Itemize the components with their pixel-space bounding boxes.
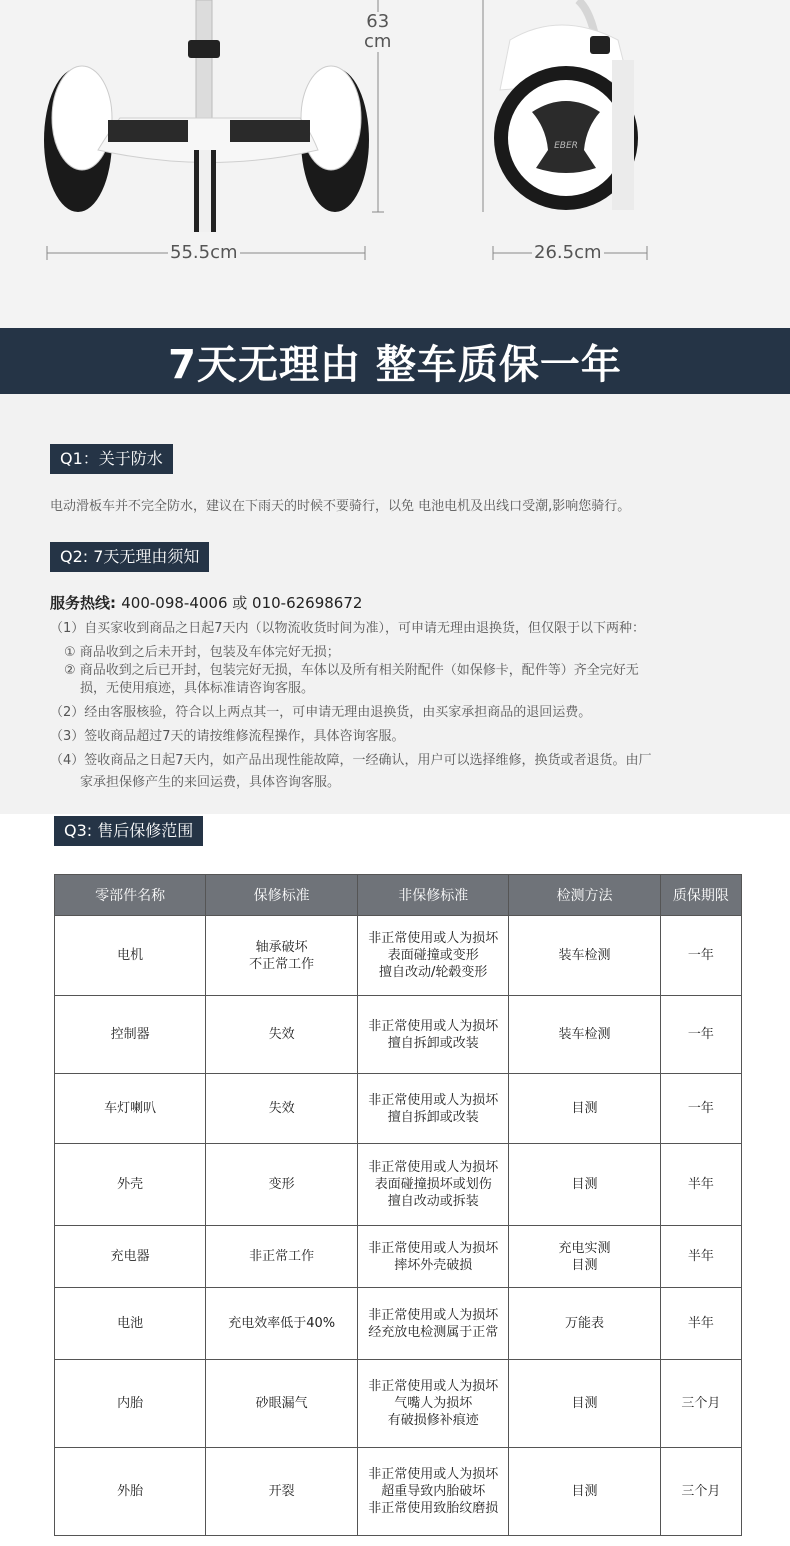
warranty-standard-cell: 失效 bbox=[206, 1074, 358, 1144]
non-warranty-standard-cell: 非正常使用或人为损坏 表面碰撞或变形 擅自改动/轮毂变形 bbox=[358, 916, 509, 996]
warranty-standard-cell: 开裂 bbox=[206, 1448, 358, 1536]
q2-item: （1）自买家收到商品之日起7天内（以物流收货时间为准），可申请无理由退换货，但仅限于以下两种： bbox=[50, 621, 646, 636]
warranty-period-cell: 三个月 bbox=[660, 1360, 741, 1448]
table-row bbox=[55, 916, 742, 996]
column-header: 质保期限 bbox=[660, 875, 741, 916]
warranty-period-cell: 半年 bbox=[660, 1144, 741, 1226]
part-name-cell: 电池 bbox=[55, 1288, 206, 1360]
non-warranty-standard-cell: 非正常使用或人为损坏 擅自拆卸或改装 bbox=[358, 1074, 509, 1144]
test-method-cell: 装车检测 bbox=[509, 916, 660, 996]
warranty-standard-cell: 充电效率低于40% bbox=[206, 1288, 358, 1360]
test-method-cell: 万能表 bbox=[509, 1288, 660, 1360]
non-warranty-standard-cell: 非正常使用或人为损坏 经充放电检测属于正常 bbox=[358, 1288, 509, 1360]
scooter-front-view bbox=[44, 0, 369, 232]
width-dimension-label: 55.5cm bbox=[170, 242, 238, 263]
warranty-period-cell: 三个月 bbox=[660, 1448, 741, 1536]
service-hotline bbox=[50, 592, 362, 613]
q1-text: 电动滑板车并不完全防水，建议在下雨天的时候不要骑行，以免 电池电机及出线口受潮,影响您骑行。 bbox=[50, 499, 631, 514]
q1-tag: Q1：关于防水 bbox=[50, 444, 173, 474]
table-row bbox=[55, 1360, 742, 1448]
q2-item: ② 商品收到之后已开封，包装完好无损，车体以及所有相关附配件（如保修卡，配件等）齐全完好无 bbox=[64, 663, 639, 678]
warranty-period-cell: 一年 bbox=[660, 996, 741, 1074]
warranty-period-cell: 一年 bbox=[660, 1074, 741, 1144]
test-method-cell: 目测 bbox=[509, 1074, 660, 1144]
table-row bbox=[55, 996, 742, 1074]
test-method-cell: 目测 bbox=[509, 1144, 660, 1226]
non-warranty-standard-cell: 非正常使用或人为损坏 超重导致内胎破坏 非正常使用致胎纹磨损 bbox=[358, 1448, 509, 1536]
scooter-illustration bbox=[0, 0, 790, 328]
warranty-standard-cell: 轴承破坏 不正常工作 bbox=[206, 916, 358, 996]
q2-item: 损，无使用痕迹，具体标准请咨询客服。 bbox=[80, 681, 315, 696]
part-name-cell: 车灯喇叭 bbox=[55, 1074, 206, 1144]
table-header-row bbox=[55, 875, 742, 916]
column-header: 零部件名称 bbox=[55, 875, 206, 916]
q2-item: ① 商品收到之后未开封，包装及车体完好无损； bbox=[64, 645, 340, 660]
test-method-cell: 充电实测 目测 bbox=[509, 1226, 660, 1288]
warranty-period-cell: 半年 bbox=[660, 1288, 741, 1360]
non-warranty-standard-cell: 非正常使用或人为损坏 表面碰撞损坏或划伤 擅自改动或拆装 bbox=[358, 1144, 509, 1226]
part-name-cell: 电机 bbox=[55, 916, 206, 996]
banner-title: 7天无理由 整车质保一年 bbox=[168, 341, 622, 388]
part-name-cell: 外胎 bbox=[55, 1448, 206, 1536]
product-photo bbox=[0, 0, 790, 328]
part-name-cell: 控制器 bbox=[55, 996, 206, 1074]
table-row bbox=[55, 1226, 742, 1288]
non-warranty-standard-cell: 非正常使用或人为损坏 摔坏外壳破损 bbox=[358, 1226, 509, 1288]
non-warranty-standard-cell: 非正常使用或人为损坏 擅自拆卸或改装 bbox=[358, 996, 509, 1074]
table-row bbox=[55, 1074, 742, 1144]
test-method-cell: 目测 bbox=[509, 1448, 660, 1536]
table-row bbox=[55, 1288, 742, 1360]
column-header: 保修标准 bbox=[206, 875, 358, 916]
depth-dimension-label: 26.5cm bbox=[534, 242, 602, 263]
faq-section bbox=[0, 394, 790, 814]
warranty-period-cell: 一年 bbox=[660, 916, 741, 996]
scooter-side-view bbox=[494, 0, 638, 210]
warranty-standard-cell: 砂眼漏气 bbox=[206, 1360, 358, 1448]
q2-item: 家承担保修产生的来回运费，具体咨询客服。 bbox=[80, 775, 341, 790]
table-row bbox=[55, 1144, 742, 1226]
q2-item: （3）签收商品超过7天的请按维修流程操作，具体咨询客服。 bbox=[50, 729, 405, 744]
q3-tag: Q3: 售后保修范围 bbox=[54, 816, 203, 846]
warranty-banner bbox=[0, 328, 790, 394]
column-header: 检测方法 bbox=[509, 875, 660, 916]
warranty-period-cell: 半年 bbox=[660, 1226, 741, 1288]
part-name-cell: 充电器 bbox=[55, 1226, 206, 1288]
test-method-cell: 目测 bbox=[509, 1360, 660, 1448]
q2-tag: Q2: 7天无理由须知 bbox=[50, 542, 209, 572]
warranty-standard-cell: 失效 bbox=[206, 996, 358, 1074]
non-warranty-standard-cell: 非正常使用或人为损坏 气嘴人为损坏 有破损修补痕迹 bbox=[358, 1360, 509, 1448]
warranty-table bbox=[54, 874, 742, 1536]
q2-item: （4）签收商品之日起7天内，如产品出现性能故障，一经确认，用户可以选择维修，换货或者退货。由厂 bbox=[50, 753, 652, 768]
test-method-cell: 装车检测 bbox=[509, 996, 660, 1074]
hotline-value: 400-098-4006 或 010-62698672 bbox=[121, 594, 363, 612]
warranty-standard-cell: 变形 bbox=[206, 1144, 358, 1226]
height-dimension-label: 63 cm bbox=[364, 11, 392, 52]
brand-mark: EBER bbox=[554, 141, 578, 151]
part-name-cell: 内胎 bbox=[55, 1360, 206, 1448]
hotline-label: 服务热线: bbox=[50, 594, 116, 612]
q2-item: （2）经由客服核验，符合以上两点其一，可申请无理由退换货，由买家承担商品的退回运费。 bbox=[50, 705, 592, 720]
table-row bbox=[55, 1448, 742, 1536]
warranty-standard-cell: 非正常工作 bbox=[206, 1226, 358, 1288]
part-name-cell: 外壳 bbox=[55, 1144, 206, 1226]
column-header: 非保修标准 bbox=[358, 875, 509, 916]
